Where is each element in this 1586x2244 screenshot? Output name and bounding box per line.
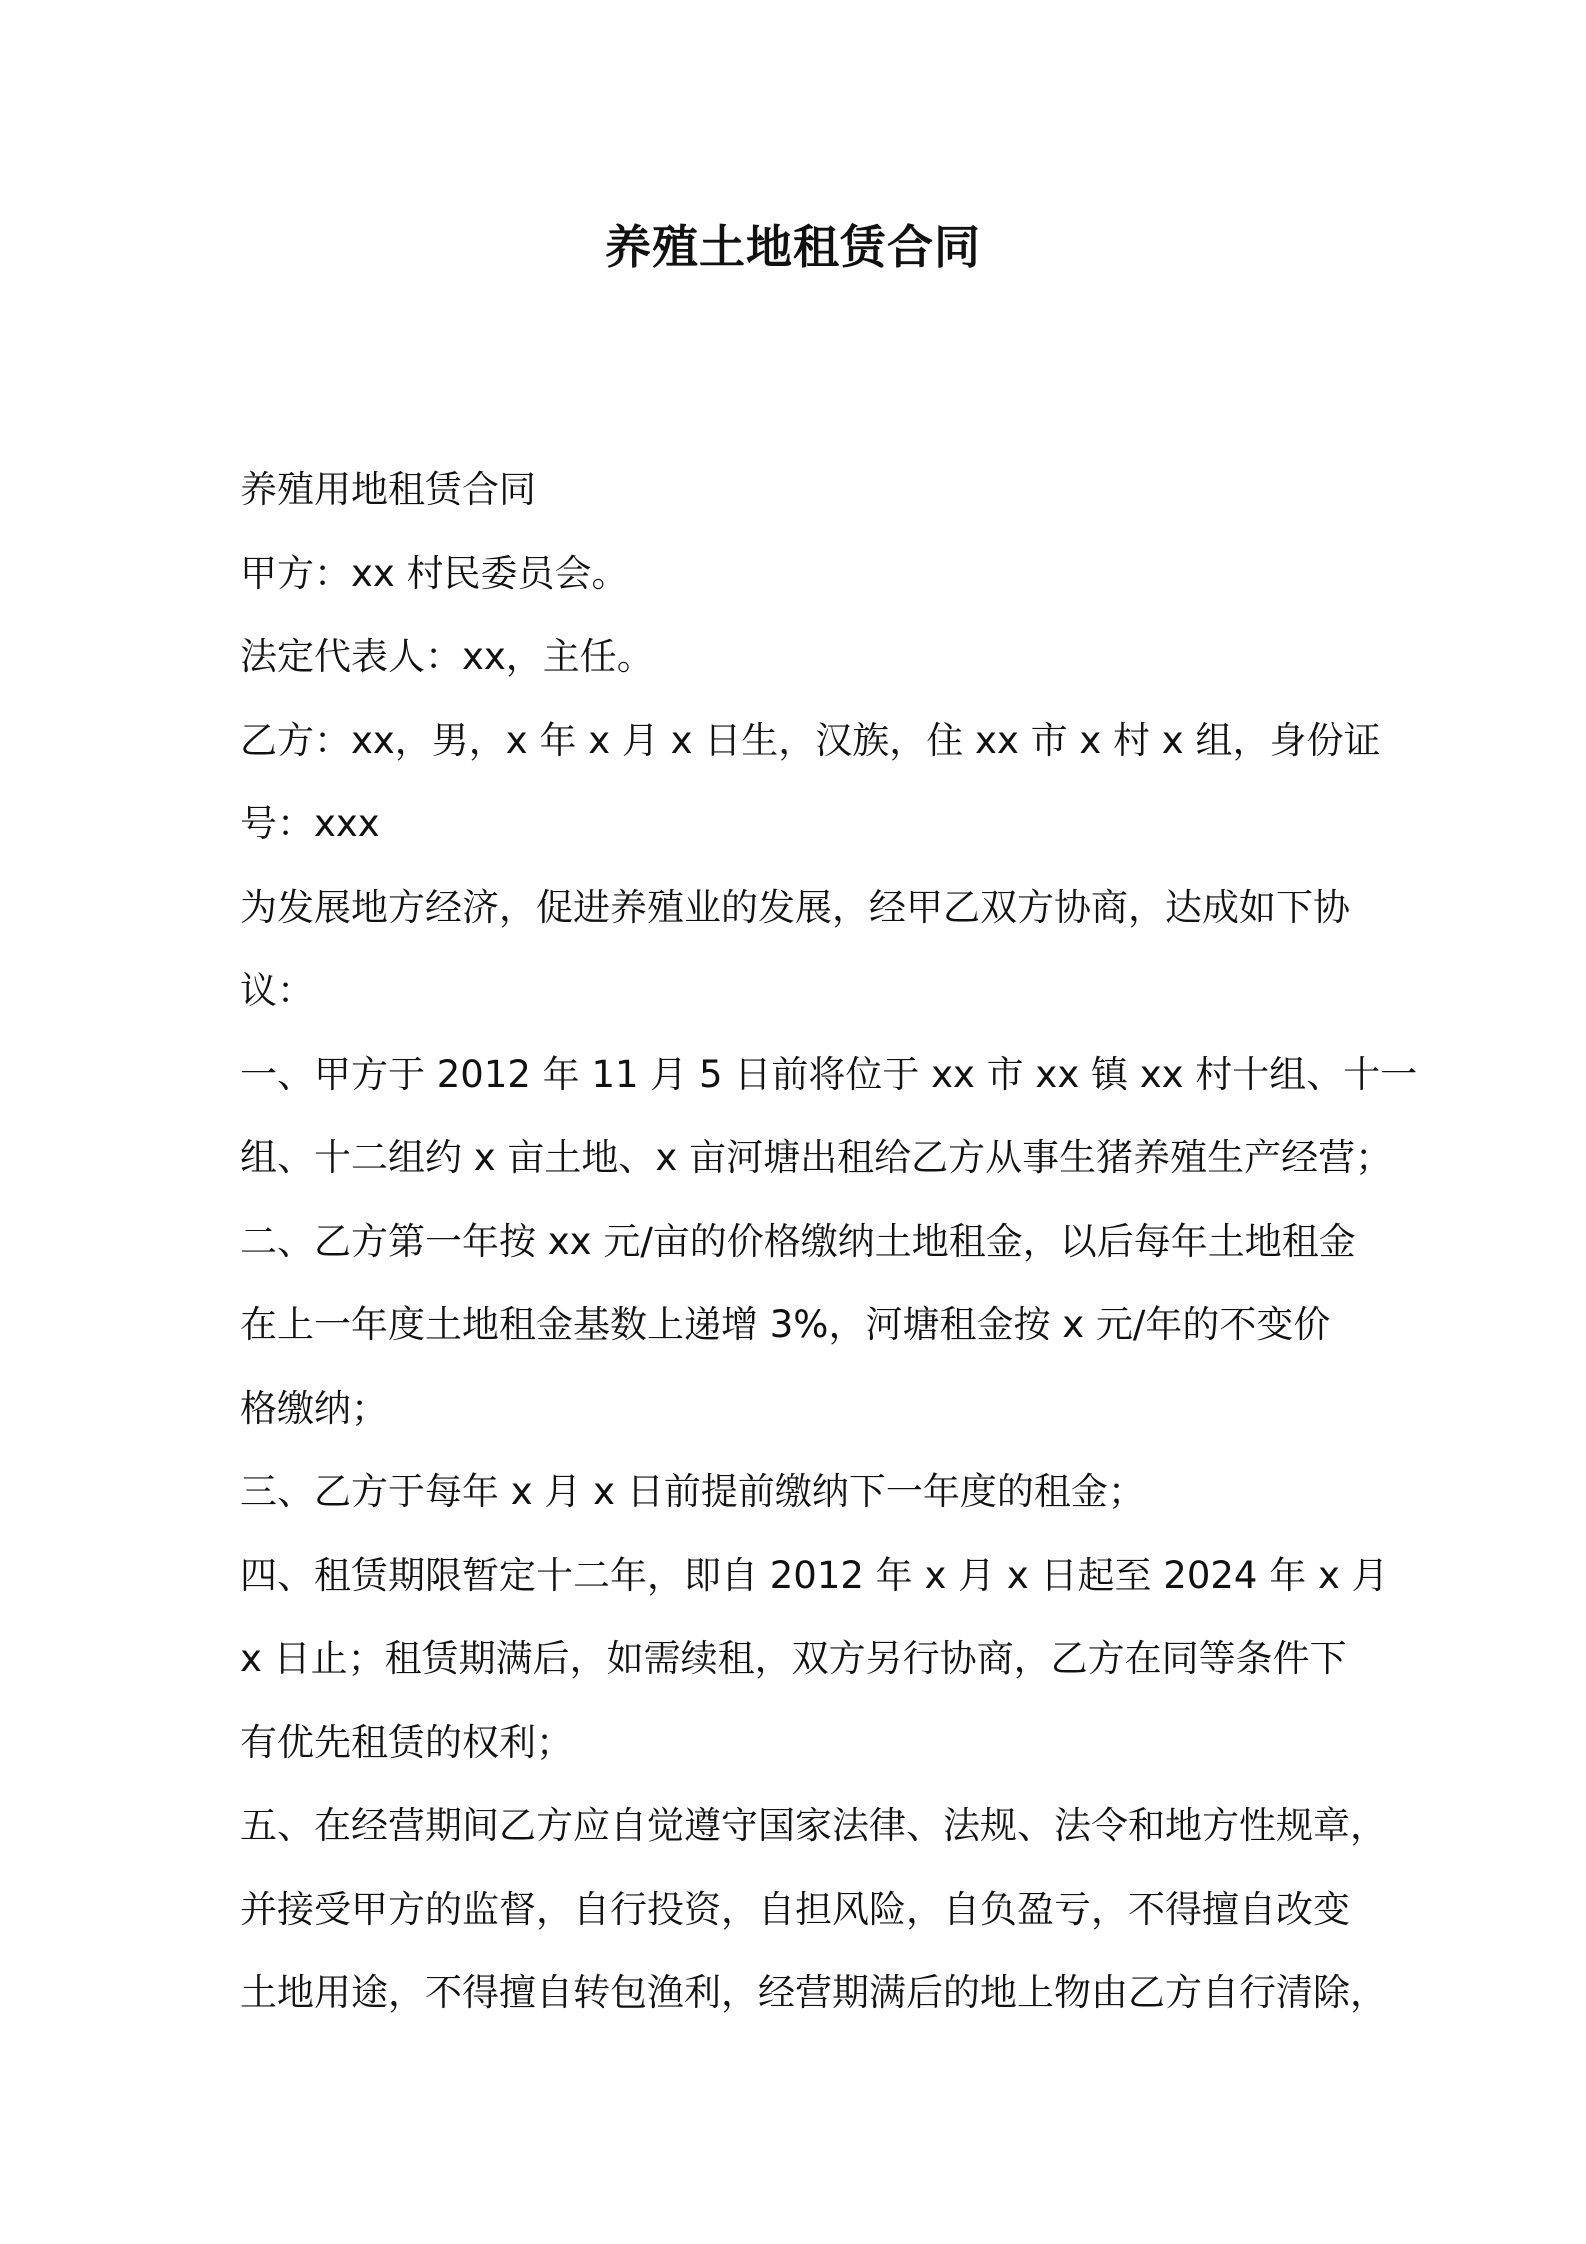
subtitle-line: 养殖用地租赁合同 — [240, 468, 536, 511]
party-b-id-line: 号：xxx — [240, 802, 380, 845]
clause-5-line-end: 土地用途，不得擅自转包渔利，经营期满后的地上物由乙方自行清除， — [240, 1971, 1387, 2014]
legal-representative-line: 法定代表人：xx，主任。 — [240, 635, 654, 678]
document-body — [240, 448, 1418, 2035]
preamble-line-continued: 议： — [240, 969, 314, 1012]
clause-1-line: 一、甲方于 2012 年 11 月 5 日前将位于 xx 市 xx 镇 xx 村十组、十一 — [240, 1052, 1418, 1096]
clause-5-line-continued: 并接受甲方的监督，自行投资，自担风险，自负盈亏，不得擅自改变 — [240, 1887, 1350, 1931]
clause-2-line-end: 格缴纳； — [240, 1386, 388, 1430]
clause-4-line-end: 有优先租赁的权利； — [240, 1720, 573, 1764]
preamble-line: 为发展地方经济，促进养殖业的发展，经甲乙双方协商，达成如下协 — [240, 885, 1350, 929]
clause-3-line: 三、乙方于每年 x 月 x 日前提前缴纳下一年度的租金； — [240, 1470, 1145, 1513]
clause-2-line: 二、乙方第一年按 xx 元/亩的价格缴纳土地租金，以后每年土地租金 — [240, 1219, 1356, 1263]
clause-5-line: 五、在经营期间乙方应自觉遵守国家法律、法规、法令和地方性规章， — [240, 1804, 1387, 1847]
clause-2-line-continued: 在上一年度土地租金基数上递增 3%，河塘租金按 x 元/年的不变价 — [240, 1303, 1331, 1346]
clause-4-line-continued: x 日止；租赁期满后，如需续租，双方另行协商，乙方在同等条件下 — [240, 1637, 1347, 1680]
clause-1-line-continued: 组、十二组约 x 亩土地、x 亩河塘出租给乙方从事生猪养殖生产经营； — [240, 1136, 1393, 1179]
party-a-line: 甲方：xx 村民委员会。 — [240, 551, 629, 595]
clause-4-line: 四、租赁期限暂定十二年，即自 2012 年 x 月 x 日起至 2024 年 x 月 — [240, 1553, 1389, 1597]
document-title: 养殖土地租赁合同 — [605, 220, 981, 274]
party-b-line: 乙方：xx，男，x 年 x 月 x 日生，汉族，住 xx 市 x 村 x 组，身份证 — [240, 718, 1381, 762]
